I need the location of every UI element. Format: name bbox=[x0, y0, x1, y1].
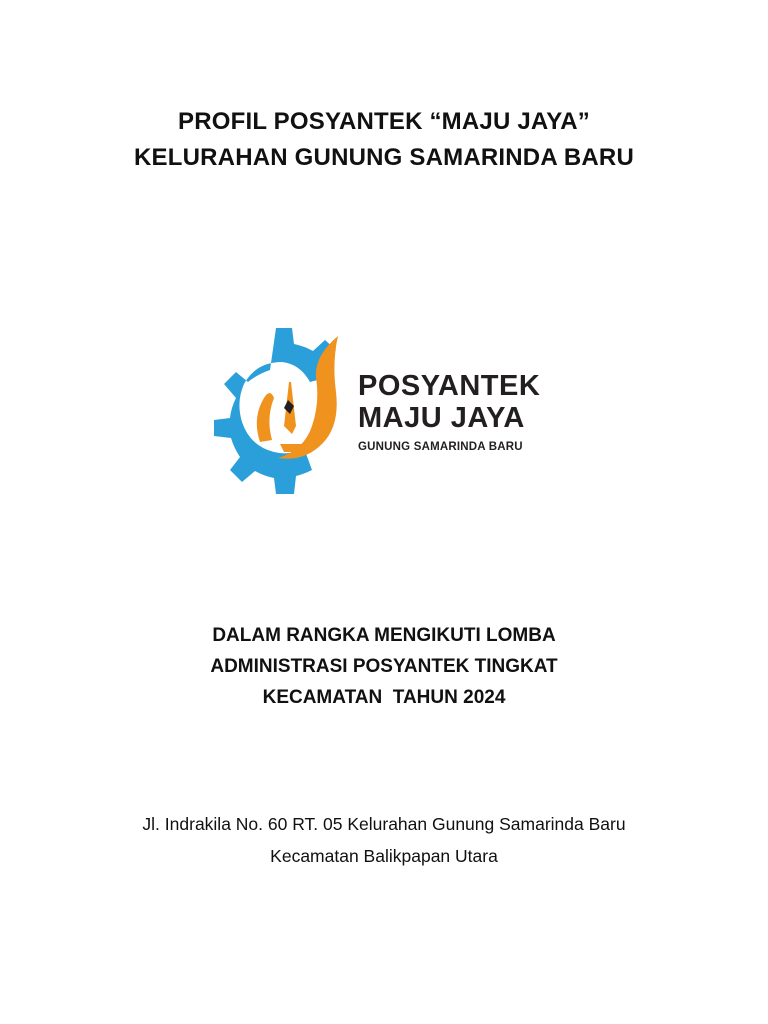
title-line-1: PROFIL POSYANTEK “MAJU JAYA” bbox=[178, 108, 590, 135]
posyantek-logo bbox=[212, 322, 552, 504]
purpose-statement bbox=[0, 620, 768, 713]
purpose-line-1: DALAM RANGKA MENGIKUTI LOMBA bbox=[212, 625, 556, 646]
address bbox=[0, 808, 768, 872]
purpose-line-3: KECAMATAN TAHUN 2024 bbox=[262, 687, 506, 708]
address-line-2: Kecamatan Balikpapan Utara bbox=[270, 846, 498, 866]
title-line-2: KELURAHAN GUNUNG SAMARINDA BARU bbox=[134, 144, 634, 171]
logo-subtitle: GUNUNG SAMARINDA BARU bbox=[358, 441, 523, 453]
logo-name-line-1: POSYANTEK bbox=[358, 370, 541, 402]
address-line-1: Jl. Indrakila No. 60 RT. 05 Kelurahan Gunung Samarinda Baru bbox=[142, 814, 626, 834]
purpose-line-2: ADMINISTRASI POSYANTEK TINGKAT bbox=[210, 656, 558, 677]
logo-name-line-2: MAJU JAYA bbox=[358, 402, 525, 434]
document-title bbox=[0, 104, 768, 176]
